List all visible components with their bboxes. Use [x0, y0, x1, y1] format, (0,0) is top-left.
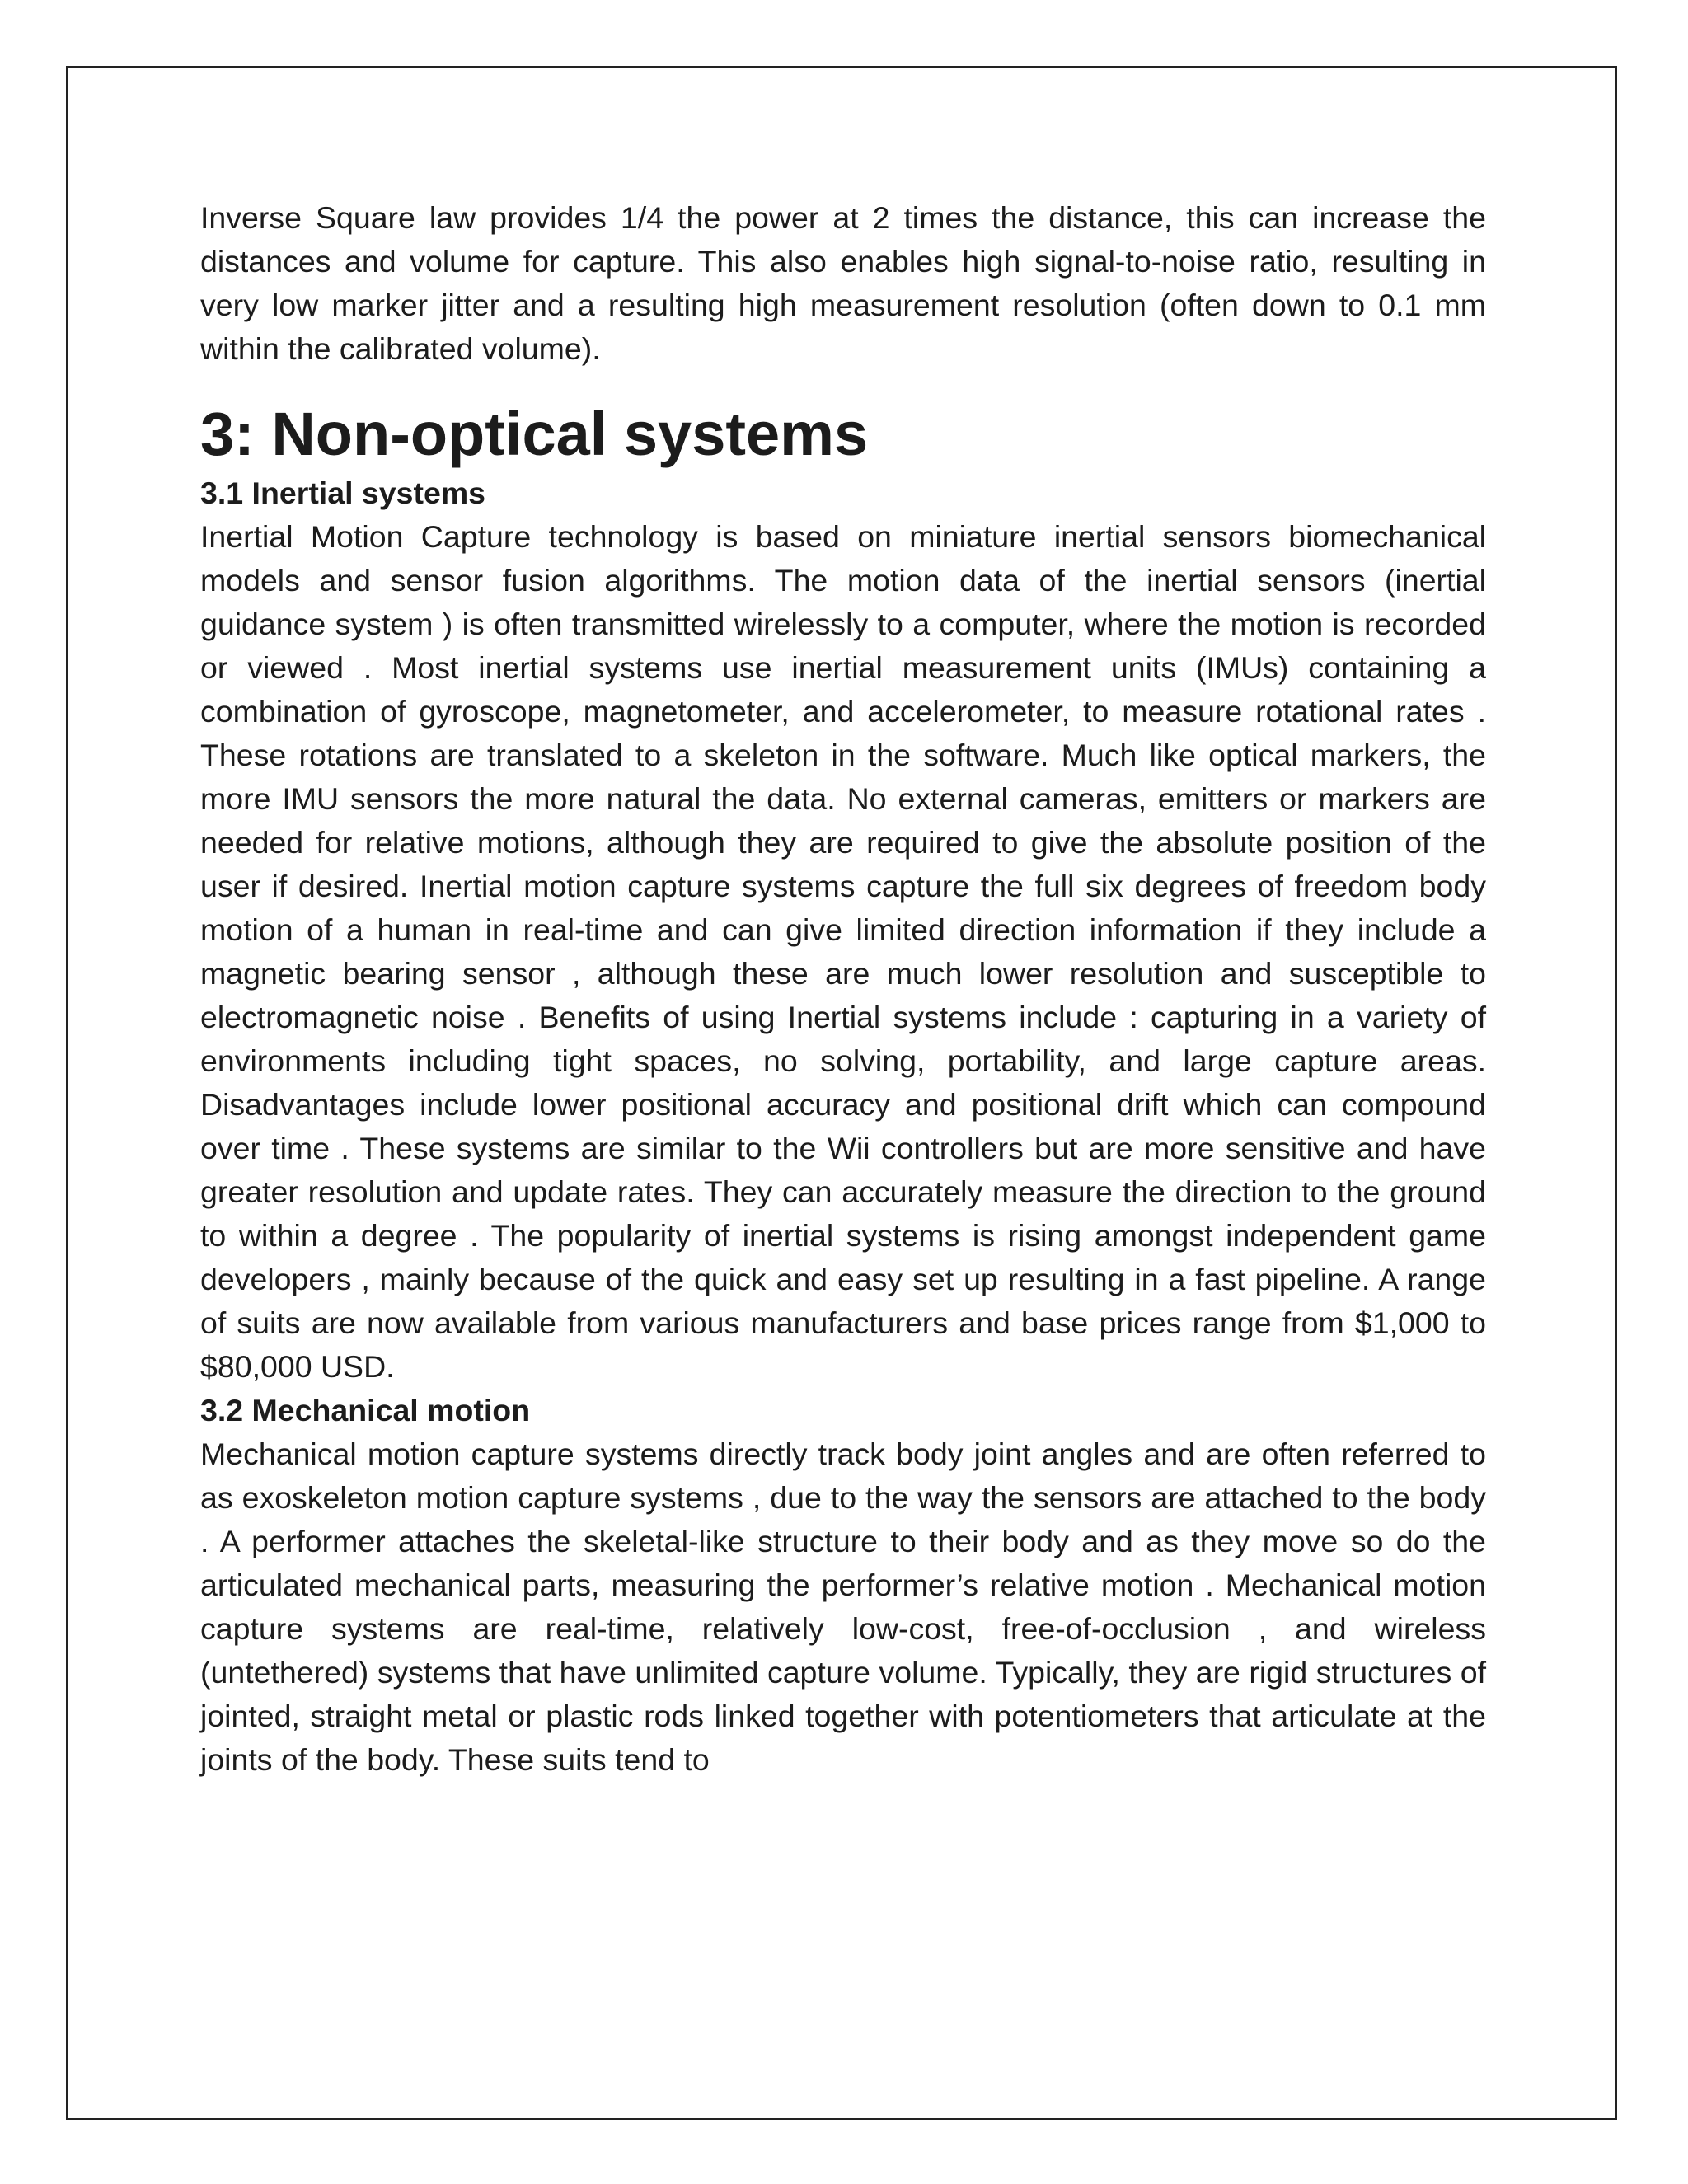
- subsection-body-inertial: Inertial Motion Capture technology is based on miniature inertial sensors biomechanical models and sensor fusion algorithms. The motion data of the inertial sensors (inertial guidance system ) is often transmitted wirelessly to a computer, where the motion is recorded or viewed . Most inertial systems use inertial measurement units (IMUs) containing a combination of gyroscope, magnetometer, and accelerometer, to measure rotational rates . These rotations are translated to a skeleton in the software. Much like optical markers, the more IMU sensors the more natural the data. No external cameras, emitters or markers are needed for relative motions, although they are required to give the absolute position of the user if desired. Inertial motion capture systems capture the full six degrees of freedom body motion of a human in real-time and can give limited direction information if they include a magnetic bearing sensor , although these are much lower resolution and susceptible to electromagnetic noise . Benefits of using Inertial systems include : capturing in a variety of environments including tight spaces, no solving, portability, and large capture areas. Disadvantages include lower positional accuracy and positional drift which can compound over time . These systems are similar to the Wii controllers but are more sensitive and have greater resolution and update rates. They can accurately measure the direction to the ground to within a degree . The popularity of inertial systems is rising amongst independent game developers , mainly because of the quick and easy set up resulting in a fast pipeline. A range of suits are now available from various manufacturers and base prices range from $1,000 to $80,000 USD.: [200, 519, 1486, 1384]
- subsection-body-mechanical: Mechanical motion capture systems directly track body joint angles and are often referred to as exoskeleton motion capture systems , due to the way the sensors are attached to the body . A performer attaches the skeletal-like structure to their body and as they move so do the articulated mechanical parts, measuring the performer’s relative motion . Mechanical motion capture systems are real-time, relatively low-cost, free-of-occlusion , and wireless (untethered) systems that have unlimited capture volume. Typically, they are rigid structures of jointed, straight metal or plastic rods linked together with potentiometers that articulate at the joints of the body. These suits tend to: [200, 1436, 1486, 1777]
- subsection-heading-mechanical: 3.2 Mechanical motion: [200, 1393, 531, 1427]
- page-content: [200, 196, 1486, 1782]
- section-heading: 3: Non-optical systems: [200, 400, 869, 468]
- subsection-heading-inertial: 3.1 Inertial systems: [200, 476, 486, 510]
- intro-paragraph: Inverse Square law provides 1/4 the power at 2 times the distance, this can increase the distances and volume for capture. This also enables high signal-to-noise ratio, resulting in very low marker jitter and a resulting high measurement resolution (often down to 0.1 mm within the calibrated volume).: [200, 200, 1486, 366]
